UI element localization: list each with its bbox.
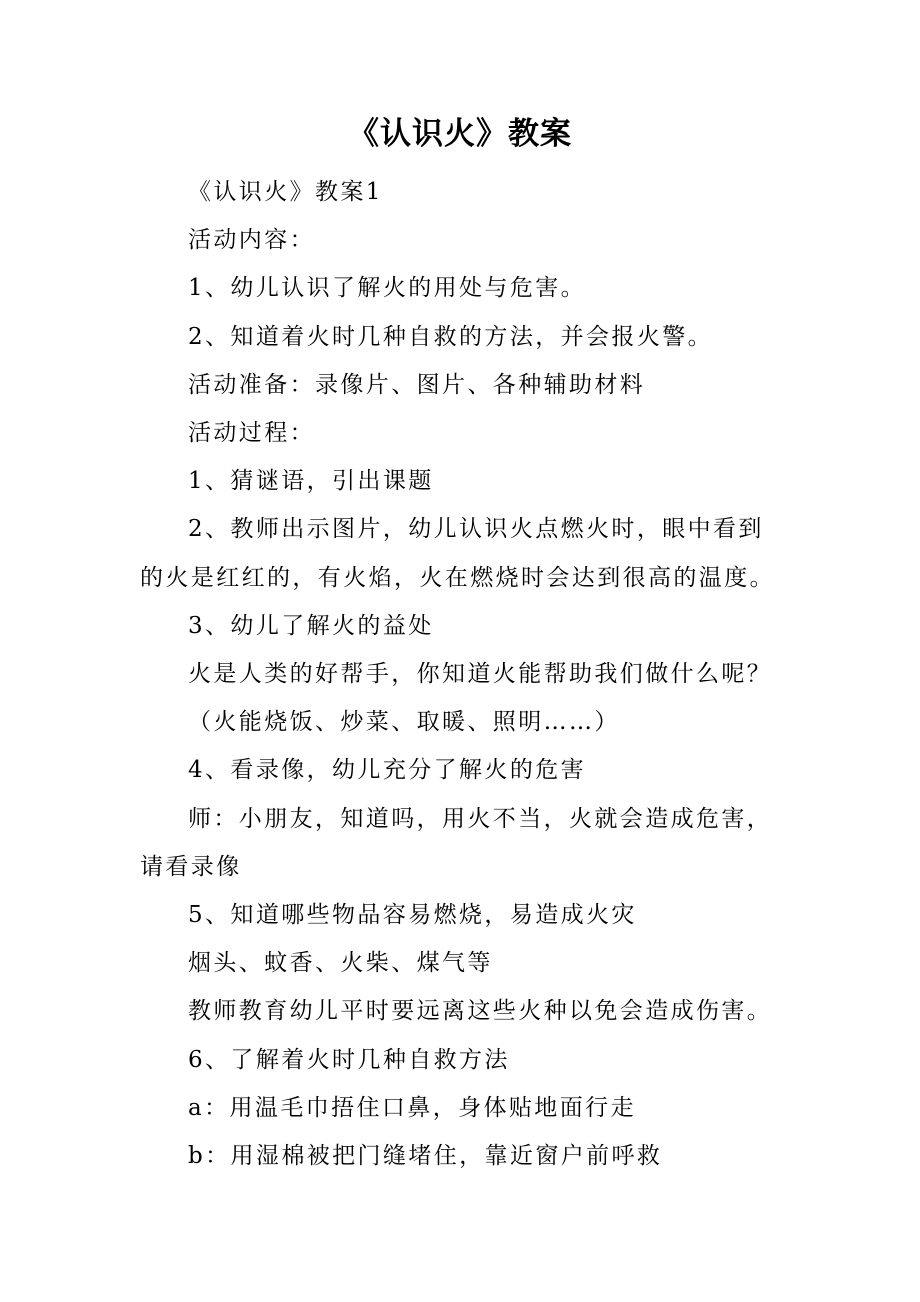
paragraph-self-rescue-b: b：用湿棉被把门缝堵住，靠近窗户前呼救 <box>188 1143 663 1170</box>
paragraph-fire-uses: （火能烧饭、炒菜、取暖、照明……） <box>188 709 620 736</box>
paragraph-teacher-video-intro: 师：小朋友，知道吗，用火不当，火就会造成危害，请看录像 <box>140 805 773 880</box>
paragraph-flammable-items: 烟头、蚊香、火柴、煤气等 <box>188 950 493 977</box>
paragraph-lesson-heading: 《认识火》教案1 <box>188 179 383 205</box>
paragraph-activity-process-label: 活动过程： <box>188 420 315 447</box>
paragraph-activity-content-label: 活动内容： <box>188 227 315 254</box>
paragraph-process-step-2: 2、教师出示图片，幼儿认识火点燃火时，眼中看到的火是红红的，有火焰，火在燃烧时会达到很高的温度。 <box>140 516 775 591</box>
paragraph-teacher-education: 教师教育幼儿平时要远离这些火种以免会造成伤害。 <box>188 998 773 1025</box>
paragraph-process-step-1: 1、猜谜语，引出课题 <box>188 468 434 495</box>
paragraph-content-item-1: 1、幼儿认识了解火的用处与危害。 <box>188 275 587 302</box>
document-title: 《认识火》教案 <box>348 116 572 152</box>
paragraph-process-step-5: 5、知道哪些物品容易燃烧，易造成火灾 <box>188 902 637 929</box>
paragraph-process-step-4: 4、看录像，幼儿充分了解火的危害 <box>188 757 587 784</box>
document-body <box>140 168 785 1180</box>
paragraph-content-item-2: 2、知道着火时几种自救的方法，并会报火警。 <box>188 323 714 350</box>
paragraph-process-step-3: 3、幼儿了解火的益处 <box>188 612 434 639</box>
paragraph-activity-preparation: 活动准备：录像片、图片、各种辅助材料 <box>188 371 646 398</box>
paragraph-self-rescue-a: a：用温毛巾捂住口鼻，身体贴地面行走 <box>188 1094 636 1121</box>
paragraph-fire-helper-question: 火是人类的好帮手，你知道火能帮助我们做什么呢？ <box>188 661 773 688</box>
paragraph-process-step-6: 6、了解着火时几种自救方法 <box>188 1046 510 1073</box>
